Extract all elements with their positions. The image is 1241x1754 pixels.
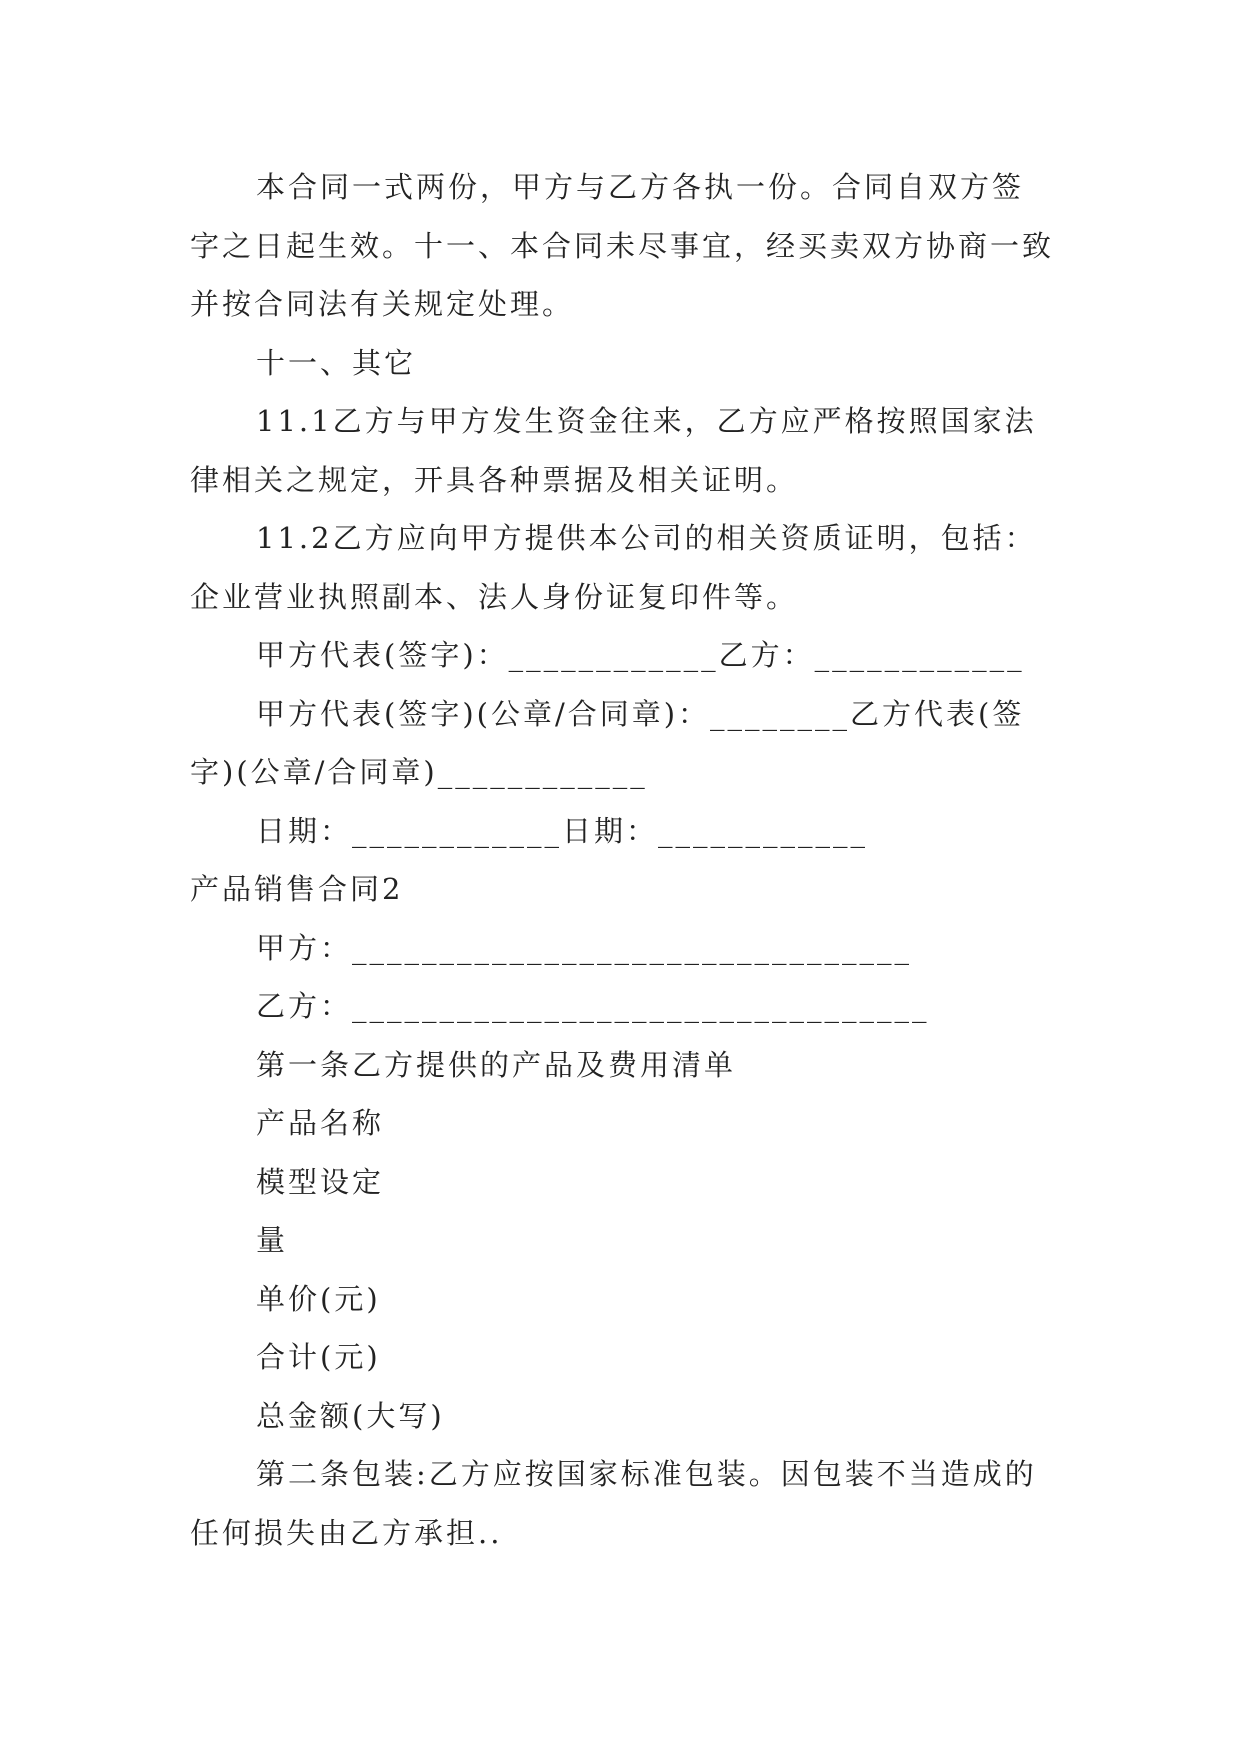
article-two-packaging: 第二条包装:乙方应按国家标准包装。因包装不当造成的任何损失由乙方承担.. <box>190 1457 1037 1550</box>
list-item-total-amount: 总金额(大写) <box>256 1398 445 1433</box>
list-item-model: 模型设定 <box>256 1164 385 1199</box>
signature-line-seals: 甲方代表(签字)(公章/合同章)：________乙方代表(签字)(公章/合同章)____________ <box>190 696 1025 789</box>
party-a-line: 甲方：________________________________ <box>256 930 913 965</box>
list-item-unit-price: 单价(元) <box>256 1281 381 1316</box>
paragraph-clause-11-1: 11.1乙方与甲方发生资金往来，乙方应严格按照国家法律相关之规定，开具各种票据及相关证明。 <box>190 404 1037 497</box>
heading-section-eleven: 十一、其它 <box>256 345 417 380</box>
article-one-heading: 第一条乙方提供的产品及费用清单 <box>256 1047 737 1082</box>
paragraph-clause-11-2: 11.2乙方应向甲方提供本公司的相关资质证明，包括：企业营业执照副本、法人身份证复印件等。 <box>190 521 1037 614</box>
contract-title: 产品销售合同2 <box>190 872 404 906</box>
list-item-quantity: 量 <box>256 1223 289 1257</box>
document-body <box>190 158 1055 1562</box>
signature-line-dates: 日期：____________日期：____________ <box>256 813 869 848</box>
list-item-product-name: 产品名称 <box>256 1106 385 1140</box>
party-b-line: 乙方：_________________________________ <box>256 989 930 1023</box>
signature-line-representatives: 甲方代表(签字)：____________乙方：____________ <box>256 638 1025 672</box>
list-item-subtotal: 合计(元) <box>256 1340 381 1374</box>
paragraph-contract-copies: 本合同一式两份，甲方与乙方各执一份。合同自双方签字之日起生效。十一、本合同未尽事宜，经买卖双方协商一致并按合同法有关规定处理。 <box>190 170 1055 321</box>
